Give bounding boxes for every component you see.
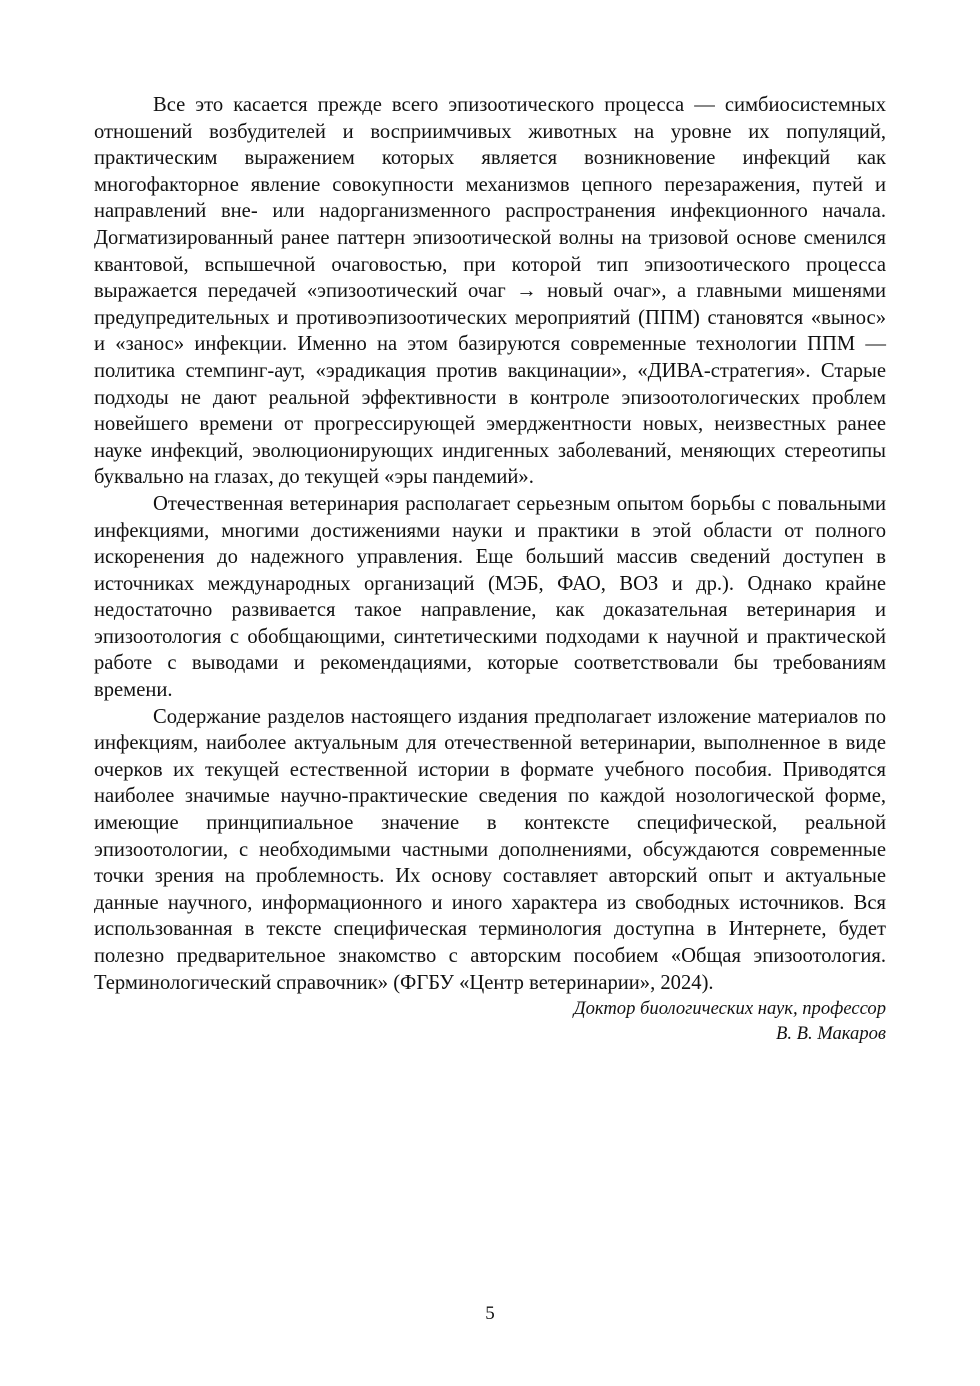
author-name: В. В. Макаров xyxy=(775,1023,886,1045)
page-number: 5 xyxy=(485,1303,495,1324)
author-title: Доктор биологических наук, профессор xyxy=(573,998,886,1020)
author-signature xyxy=(94,996,886,1046)
paragraph-2: Отечественная ветеринария располагает серьезным опытом борьбы с повальными инфекциями, многими достижениями науки и практики в этой области от полного искоренения до надежного управления. Еще больший массив сведений доступен в источниках международных организаций (МЭБ, ФАО, ВОЗ и др.). Однако крайне недостаточно развивается такое направление, как доказательная ветеринария и эпизоотология с обобщающими, синтетическими подходами к научной и практической работе с выводами и рекомендациями, которые соответствовали бы требованиям времени. xyxy=(94,492,886,702)
document-body xyxy=(94,92,886,1046)
paragraph-3: Содержание разделов настоящего издания предполагает изложение материалов по инфекциям, наиболее актуальным для отечественной ветеринарии, выполненное в виде очерков их текущей естественной истории в формате учебного пособия. Приводятся наиболее значимые научно-практические сведения по каждой нозологической форме, имеющие принципиальное значение в контексте специфической, реальной эпизоотологии, с необходимыми частными дополнениями, обсуждаются современные точки зрения на проблемность. Их основу составляет авторский опыт и актуальные данные научного, информационного и иного характера из свободных источников. Вся использованная в тексте специфическая терминология доступна в Интернете, будет полезно предварительное знакомство с авторским пособием «Общая эпизоотология. Терминологический справочник» (ФГБУ «Центр ветеринарии», 2024). xyxy=(94,705,886,994)
paragraph-1: Все это касается прежде всего эпизоотического процесса — симбиосистемных отношений возбудителей и восприимчивых животных на уровне их популяций, практическим выражением которых является возникновение инфекций как многофакторное явление совокупности механизмов цепного перезаражения, путей и направлений вне- или надорганизменного распространения инфекционного начала. Догматизированный ранее паттерн эпизоотической волны на тризовой основе сменился квантовой, вспышечной очаговостью, при которой тип эпизоотического процесса выражается передачей «эпизоотический очаг → новый очаг», а главными мишенями предупредительных и противоэпизоотических мероприятий (ППМ) становятся «вынос» и «занос» инфекции. Именно на этом базируются современные технологии ППМ — политика стемпинг-аут, «эрадикация против вакцинации», «ДИВА-стратегия». Старые подходы не дают реальной эффективности в контроле эпизоотологических проблем новейшего времени от прогрессирующей эмерджентности новых, неизвестных ранее науке инфекций, эволюционирующих индигенных заболеваний, меняющих стереотипы буквально на глазах, до текущей «эры пандемий». xyxy=(94,94,886,489)
